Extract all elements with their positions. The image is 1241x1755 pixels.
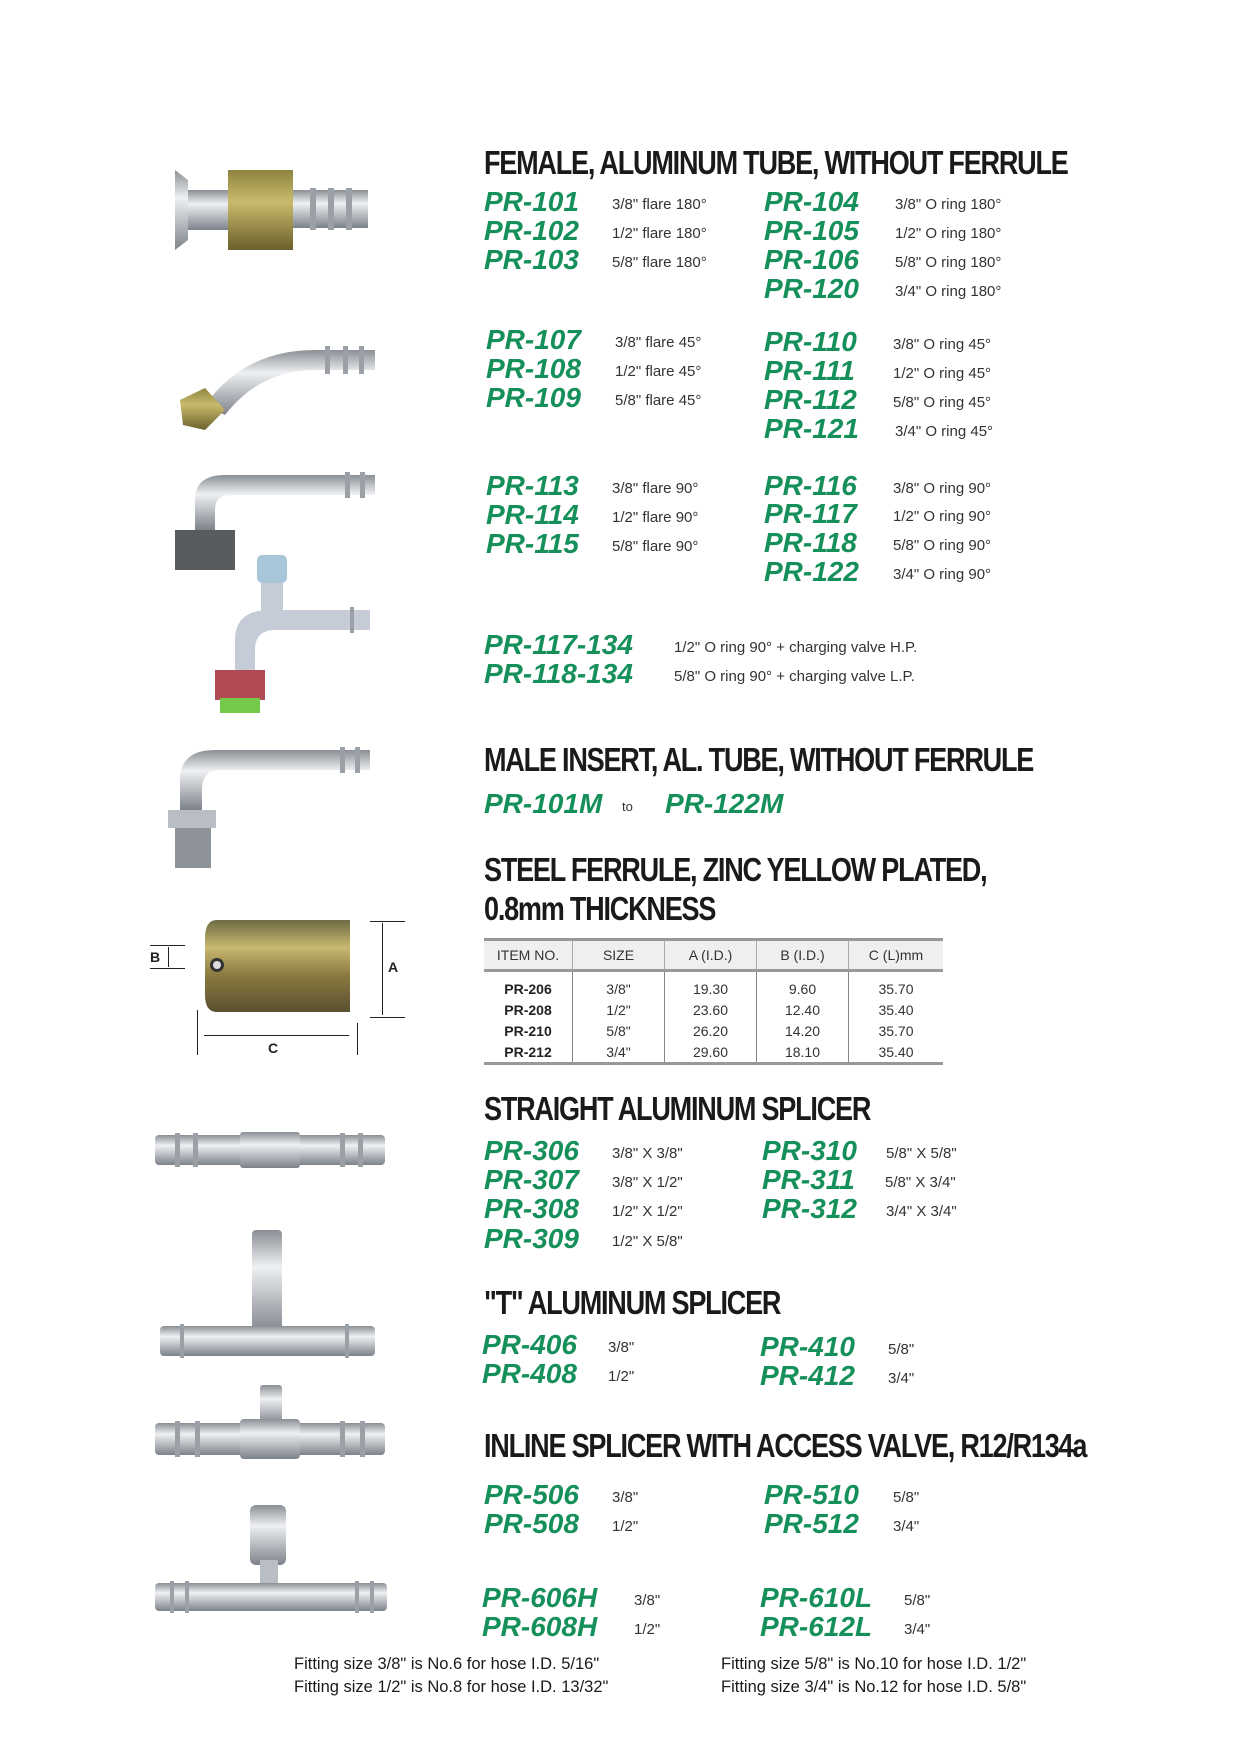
part-desc: 3/4" X 3/4" (886, 1203, 957, 1220)
part-desc: 3/8" flare 180° (612, 196, 707, 213)
part-code: PR-117-134 (484, 629, 633, 660)
cell-a: 23.60 (665, 999, 757, 1020)
part-code: PR-310 (762, 1135, 857, 1166)
cell-a: 19.30 (665, 971, 757, 1000)
charging-valve-fitting-image (205, 555, 395, 715)
cell-b: 14.20 (757, 1020, 849, 1041)
part-desc: 1/2" O ring 45° (893, 365, 992, 382)
inline-splicer-image (155, 1385, 385, 1465)
range-to-label: to (622, 799, 633, 814)
cell-c: 35.40 (849, 1041, 944, 1064)
cell-c: 35.70 (849, 971, 944, 1000)
part-code: PR-412 (760, 1360, 855, 1391)
cell-size: 3/4" (573, 1041, 665, 1064)
part-desc: 1/2" (608, 1368, 635, 1385)
part-desc: 1/2" O ring 180° (895, 225, 1002, 242)
cell-item: PR-206 (504, 980, 552, 997)
cell-size: 3/8" (573, 971, 665, 1000)
col-header: B (I.D.) (757, 940, 849, 971)
cell-item: PR-208 (504, 1001, 552, 1018)
section-title-male: MALE INSERT, AL. TUBE, WITHOUT FERRULE (484, 741, 1034, 778)
part-code: PR-612L (760, 1611, 873, 1642)
cell-b: 12.40 (757, 999, 849, 1020)
footer-note: Fitting size 1/2" is No.8 for hose I.D. 13/32" (294, 1678, 609, 1696)
part-code: PR-118-134 (484, 658, 633, 689)
part-desc: 5/8" X 5/8" (886, 1145, 957, 1162)
part-code: PR-103 (484, 244, 579, 275)
table-row (484, 999, 943, 1020)
dimension-a-label: A (388, 959, 399, 975)
cell-b: 9.60 (757, 971, 849, 1000)
part-code: PR-606H (482, 1582, 598, 1613)
part-desc: 3/8" flare 45° (615, 334, 702, 351)
section-title-tee-splicer: "T" ALUMINUM SPLICER (484, 1284, 781, 1321)
part-desc: 1/2" flare 45° (615, 363, 702, 380)
col-header: C (L)mm (849, 940, 944, 971)
table-row (484, 1041, 943, 1064)
part-code: PR-307 (484, 1164, 579, 1195)
part-code: PR-106 (764, 244, 859, 275)
part-desc: 5/8" O ring 90° + charging valve L.P. (674, 668, 915, 685)
part-code: PR-308 (484, 1193, 579, 1224)
part-desc: 5/8" X 3/4" (885, 1174, 956, 1191)
male-insert-fitting-image (150, 740, 380, 870)
table-header-row (484, 940, 943, 971)
cell-c: 35.40 (849, 999, 944, 1020)
footer-note: Fitting size 3/8" is No.6 for hose I.D. 5/16" (294, 1655, 600, 1673)
footer-note: Fitting size 3/4" is No.12 for hose I.D. 5/8" (721, 1678, 1027, 1696)
part-desc: 3/8" (608, 1339, 635, 1356)
tee-splicer-image (160, 1230, 375, 1360)
cell-item: PR-210 (504, 1022, 552, 1039)
part-desc: 3/4" O ring 90° (893, 566, 992, 583)
part-desc: 1/2" (612, 1518, 639, 1535)
section-title-ferrule-line2: 0.8mm THICKNESS (484, 890, 716, 927)
part-code: PR-115 (486, 528, 579, 559)
part-desc: 3/8" (612, 1489, 639, 1506)
part-code: PR-406 (482, 1329, 577, 1360)
cell-item: PR-212 (484, 1041, 573, 1064)
part-code: PR-410 (760, 1331, 855, 1362)
part-desc: 1/2" O ring 90° (893, 508, 992, 525)
col-header: ITEM NO. (484, 940, 573, 971)
straight-splicer-image (155, 1130, 385, 1170)
part-code: PR-102 (484, 215, 579, 246)
section-title-female: FEMALE, ALUMINUM TUBE, WITHOUT FERRULE (484, 144, 1068, 181)
part-code: PR-506 (484, 1479, 579, 1510)
part-desc: 1/2" X 1/2" (612, 1203, 683, 1220)
part-code: PR-608H (482, 1611, 598, 1642)
part-desc: 3/4" (904, 1621, 931, 1638)
part-desc: 1/2" (634, 1621, 661, 1638)
part-code: PR-120 (764, 273, 859, 304)
part-code: PR-306 (484, 1135, 579, 1166)
part-code: PR-610L (760, 1582, 873, 1613)
part-code: PR-113 (486, 470, 579, 501)
dimension-b-label: B (150, 949, 161, 965)
part-code: PR-512 (764, 1508, 859, 1539)
part-desc: 3/8" X 1/2" (612, 1174, 683, 1191)
part-code: PR-101 (484, 186, 579, 217)
footer-note: Fitting size 5/8" is No.10 for hose I.D. 1/2" (721, 1655, 1027, 1673)
part-desc: 5/8" (888, 1341, 915, 1358)
col-header: SIZE (573, 940, 665, 971)
part-code-range-end: PR-122M (665, 788, 784, 819)
part-code: PR-104 (764, 186, 859, 217)
part-desc: 3/4" (888, 1370, 915, 1387)
part-code: PR-508 (484, 1508, 579, 1539)
part-code: PR-311 (762, 1164, 855, 1195)
part-code: PR-112 (764, 384, 857, 415)
female-180-fitting-image (170, 160, 390, 260)
ferrule-image (205, 920, 355, 1015)
ferrule-spec-table (484, 938, 943, 1065)
section-title-straight-splicer: STRAIGHT ALUMINUM SPLICER (484, 1090, 871, 1127)
part-code: PR-117 (764, 498, 857, 529)
section-title-ferrule: STEEL FERRULE, ZINC YELLOW PLATED, (484, 851, 987, 888)
part-code: PR-105 (764, 215, 859, 246)
part-code: PR-109 (486, 382, 581, 413)
part-desc: 5/8" (904, 1592, 931, 1609)
part-code: PR-121 (764, 413, 859, 444)
part-desc: 3/4" (893, 1518, 920, 1535)
part-code: PR-510 (764, 1479, 859, 1510)
part-desc: 5/8" O ring 45° (893, 394, 992, 411)
part-desc: 3/8" (634, 1592, 661, 1609)
part-code: PR-108 (486, 353, 581, 384)
part-code: PR-116 (764, 470, 857, 501)
part-desc: 1/2" flare 180° (612, 225, 707, 242)
cell-c: 35.70 (849, 1020, 944, 1041)
part-desc: 5/8" flare 90° (612, 538, 699, 555)
cell-a: 26.20 (665, 1020, 757, 1041)
part-code: PR-408 (482, 1358, 577, 1389)
female-45-fitting-image (175, 330, 385, 430)
access-valve-splicer-image (155, 1505, 387, 1620)
part-desc: 5/8" (893, 1489, 920, 1506)
cell-b: 18.10 (757, 1041, 849, 1064)
part-desc: 3/4" O ring 180° (895, 283, 1002, 300)
part-desc: 3/8" O ring 45° (893, 336, 992, 353)
table-row (484, 971, 943, 1000)
part-desc: 3/4" O ring 45° (895, 423, 994, 440)
part-code: PR-107 (486, 324, 581, 355)
part-desc: 3/8" O ring 180° (895, 196, 1002, 213)
part-desc: 5/8" flare 180° (612, 254, 707, 271)
part-desc: 3/8" flare 90° (612, 480, 699, 497)
part-code: PR-114 (486, 499, 579, 530)
section-title-inline-splicer: INLINE SPLICER WITH ACCESS VALVE, R12/R134a (484, 1427, 1087, 1464)
part-code: PR-118 (764, 527, 857, 558)
part-desc: 3/8" X 3/8" (612, 1145, 683, 1162)
part-desc: 1/2" X 5/8" (612, 1233, 683, 1250)
table-row (484, 1020, 943, 1041)
part-code-range-start: PR-101M (484, 788, 603, 819)
part-code: PR-111 (764, 355, 855, 386)
part-code: PR-122 (764, 556, 859, 587)
part-desc: 3/8" O ring 90° (893, 480, 992, 497)
part-code: PR-309 (484, 1223, 579, 1254)
part-desc: 5/8" O ring 180° (895, 254, 1002, 271)
part-code: PR-312 (762, 1193, 857, 1224)
part-desc: 5/8" O ring 90° (893, 537, 992, 554)
part-code: PR-110 (764, 326, 857, 357)
cell-size: 5/8" (573, 1020, 665, 1041)
col-header: A (I.D.) (665, 940, 757, 971)
dimension-c-label: C (268, 1040, 279, 1056)
ferrule-diagram (150, 905, 400, 1055)
part-desc: 5/8" flare 45° (615, 392, 702, 409)
cell-a: 29.60 (665, 1041, 757, 1064)
cell-size: 1/2" (573, 999, 665, 1020)
part-desc: 1/2" flare 90° (612, 509, 699, 526)
part-desc: 1/2" O ring 90° + charging valve H.P. (674, 639, 918, 656)
